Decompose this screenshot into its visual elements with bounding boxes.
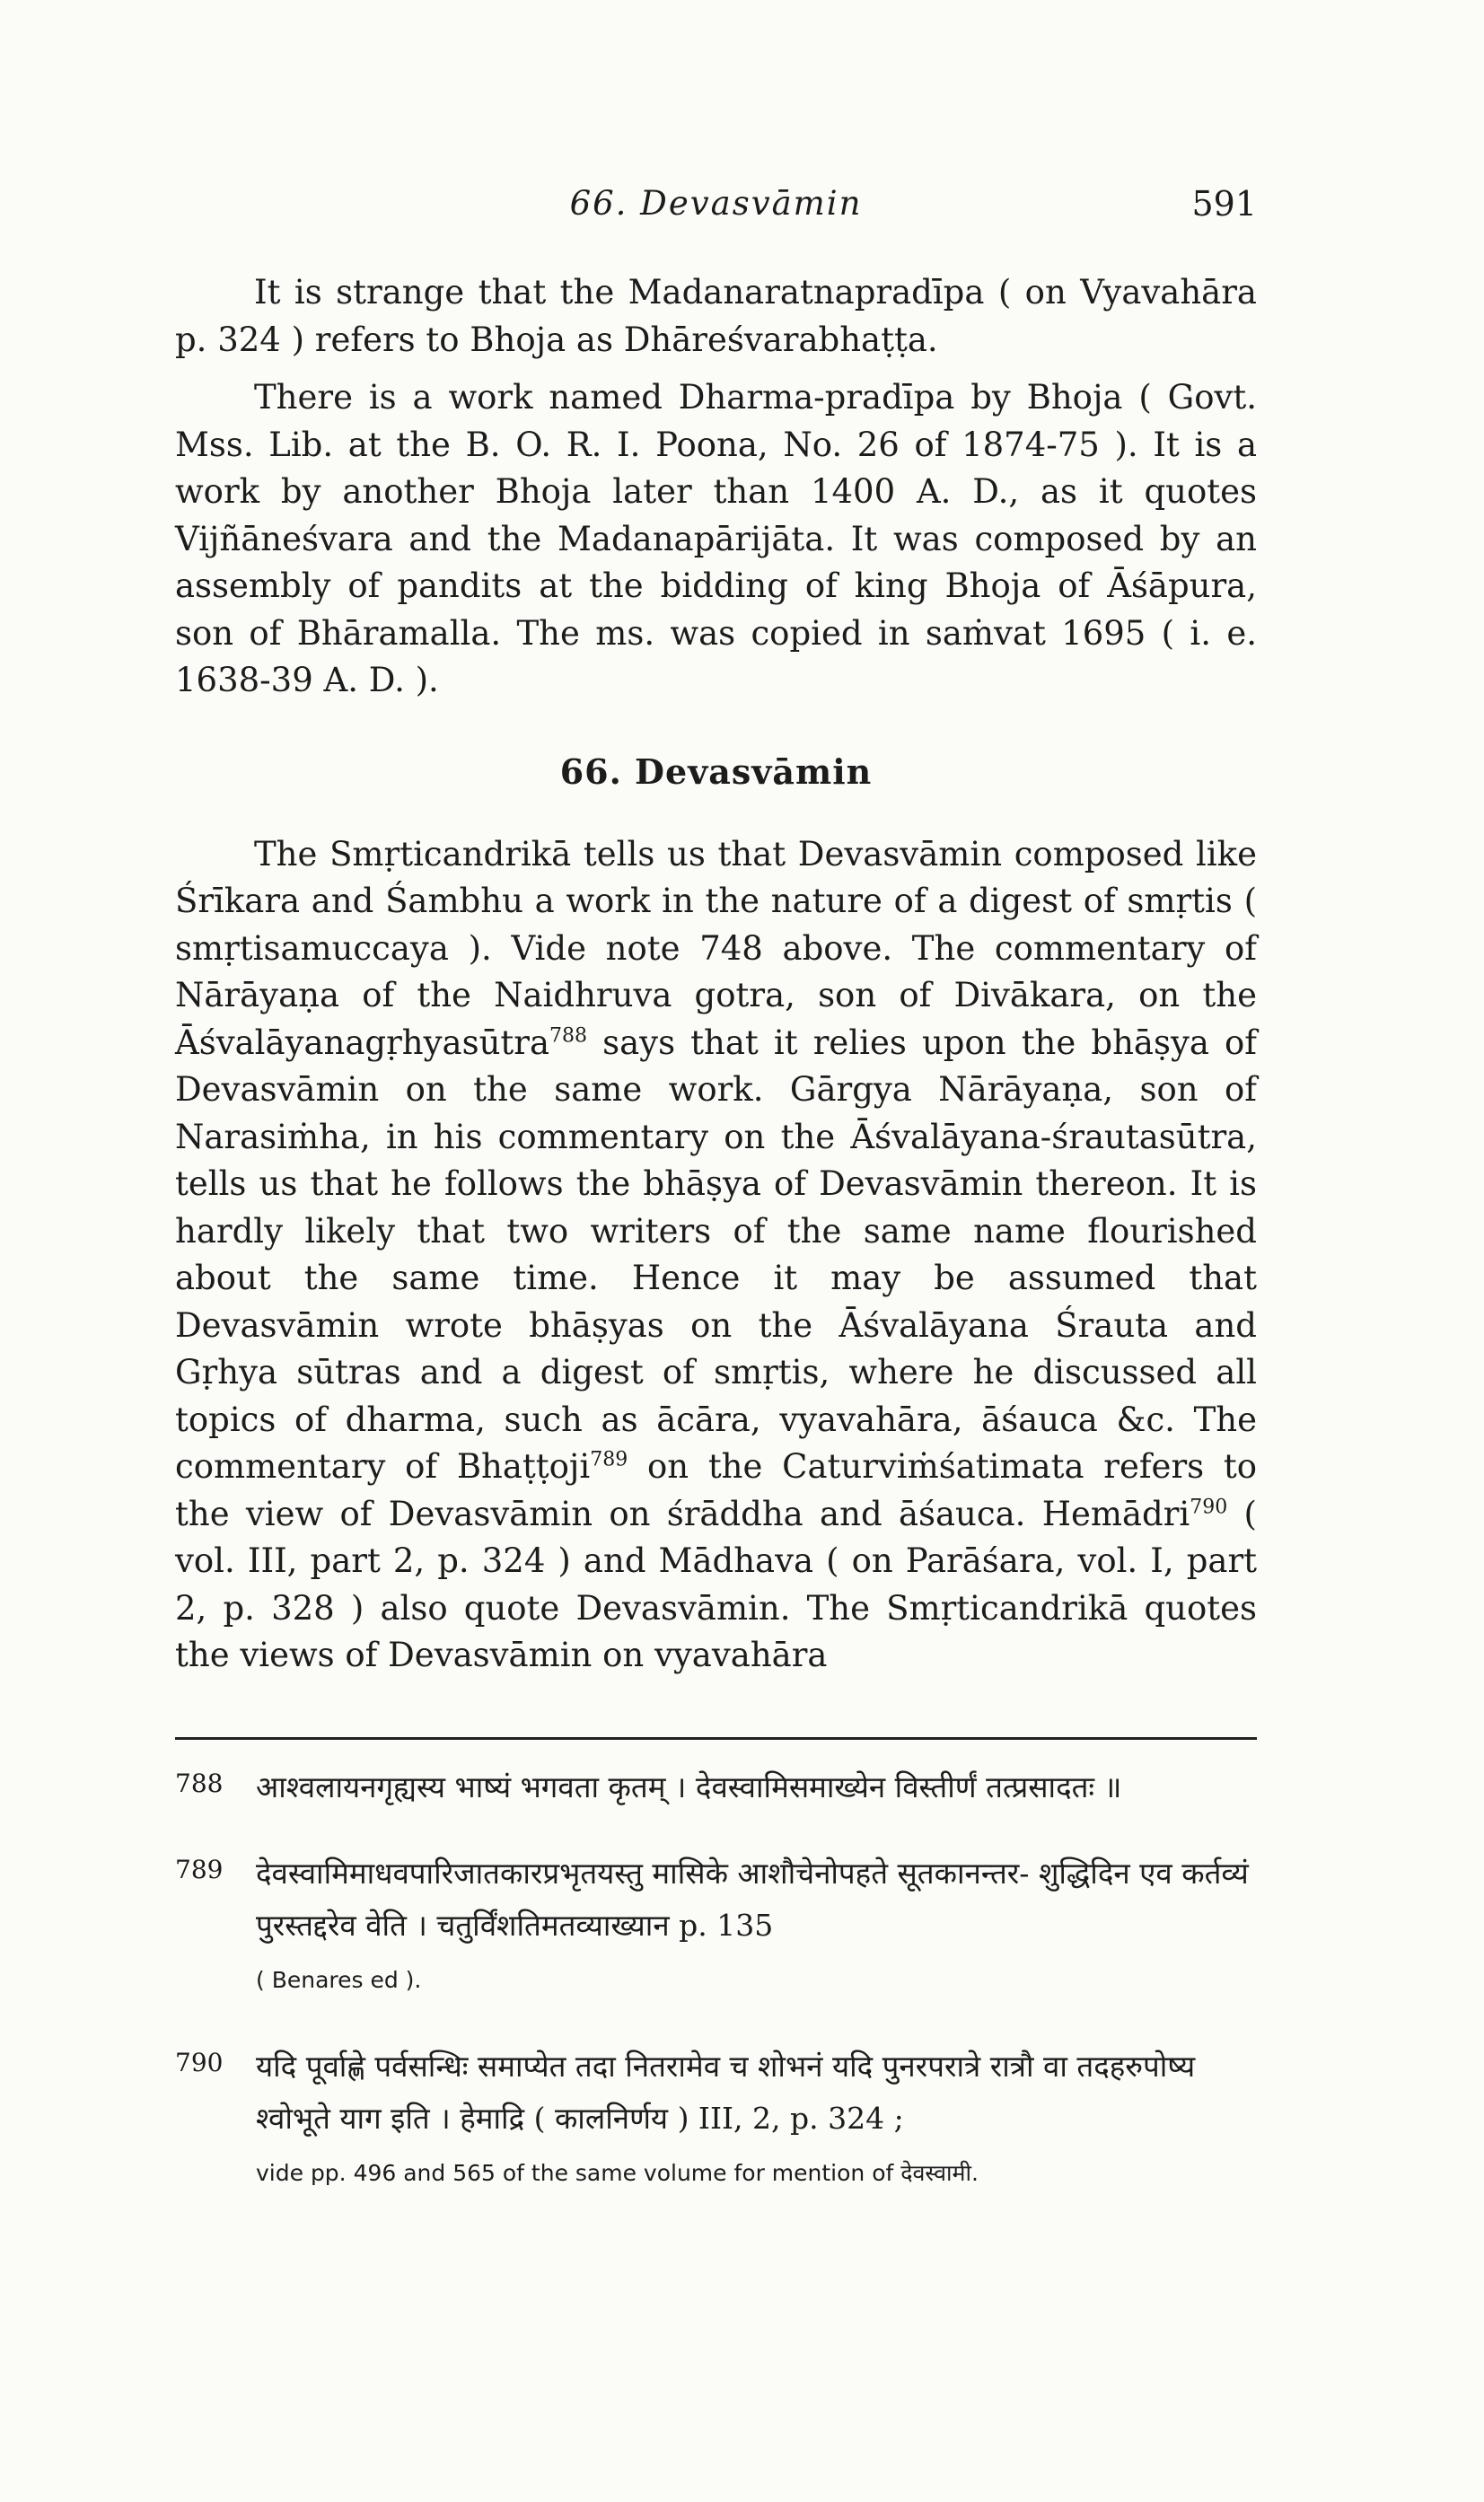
- footnote-number: 790: [175, 2048, 224, 2077]
- body-text: [175, 269, 1257, 1690]
- footnote-788: [175, 1761, 1257, 1813]
- footnote-note: ( Benares ed ).: [256, 1967, 422, 1993]
- footnotes: [175, 1761, 1257, 2234]
- paragraph-3: [175, 831, 1257, 1680]
- footnote-text: यदि पूर्वाह्णे पर्वसन्धिः समाप्येत तदा नितरामेव च शोभनं यदि पुनरपरात्रे रात्रौ वा तदहरुपोष्य श्वोभूते याग इति । हेमाद्रि ( कालनिर्णय ) III, 2, p. 324 ;: [256, 2049, 1196, 2136]
- footnote-number: 788: [175, 1769, 224, 1798]
- paragraph-1: It is strange that the Madanaratnapradīpa ( on Vyavahāra p. 324 ) refers to Bhoja as Dhāreśvarabhaṭṭa.: [175, 273, 1257, 359]
- paragraph-3-part-2: says that it relies upon the bhāṣya of Devasvāmin on the same work. Gārgya Nārāyaṇa, son of Narasiṁha, in his commentary on the Āśvalāyana-śrautasūtra, tells us that he follows the bhāṣya of Devasvāmin thereon. It is hardly likely that two writers of the same name flourished about the same time. Hence it may be assumed that Devasvāmin wrote bhāṣyas on the Āśvalāyana Śrauta and Gṛhya sūtras and a digest of smṛtis, where he discussed all topics of dharma, such as ācāra, vyavahāra, āśauca &c. The commentary of Bhaṭṭoji: [175, 1023, 1257, 1486]
- footnote-789: [175, 1848, 1257, 2006]
- footnote-text: आश्वलायनगृह्यस्य भाष्यं भगवता कृतम् । देवस्वामिसमाख्येन विस्तीर्णं तत्प्रसादतः ॥: [256, 1769, 1122, 1804]
- footnote-ref-788[interactable]: 788: [549, 1024, 588, 1048]
- footnote-ref-790[interactable]: 790: [1190, 1496, 1228, 1519]
- paragraph-3-part-4: ( vol. III, part 2, p. 324 ) and Mādhava ( on Parāśara, vol. I, part 2, p. 328 ) also quote Devasvāmin. The Smṛticandrikā quotes the views of Devasvāmin on vyavahāra: [175, 1494, 1257, 1674]
- page-header: [175, 184, 1257, 238]
- paragraph-3-part-1: The Smṛticandrikā tells us that Devasvāmin composed like Śrīkara and Śambhu a work in the nature of a digest of smṛtis ( smṛtisamuccaya ). Vide note 748 above. The commentary of Nārāyaṇa of the Naidhruva gotra, son of Divākara, on the Āśvalāyanagṛhyasūtra: [175, 834, 1257, 1062]
- footnote-number: 789: [175, 1855, 224, 1884]
- footnote-790: [175, 2041, 1257, 2199]
- page-number: 591: [1191, 184, 1257, 224]
- section-heading: 66. Devasvāmin: [559, 751, 873, 792]
- paragraph-2: There is a work named Dharma-pradīpa by Bhoja ( Govt. Mss. Lib. at the B. O. R. I. Poona, No. 26 of 1874-75 ). It is a work by another Bhoja later than 1400 A. D., as it quotes Vijñāneśvara and the Madanapārijāta. It was composed by an assembly of pandits at the bidding of king Bhoja of Āśāpura, son of Bhāramalla. The ms. was copied in saṁvat 1695 ( i. e. 1638-39 A. D. ).: [175, 378, 1257, 699]
- footnote-divider: [175, 1737, 1257, 1740]
- paragraph-3-part-3: on the Caturviṁśatimata refers to the view of Devasvāmin on śrāddha and āśauca. Hemādri: [175, 1447, 1257, 1533]
- footnote-ref-789[interactable]: 789: [590, 1448, 628, 1471]
- footnote-text: देवस्वामिमाधवपारिजातकारप्रभृतयस्तु मासिके आशौचेनोपहते सूतकानन्तर- शुद्धिदिन एव कर्तव्यं पुरस्तद्दरेव वेति । चतुर्विंशतिमतव्याख्यान p. 135: [256, 1856, 1249, 1943]
- footnote-note: vide pp. 496 and 565 of the same volume for mention of देवस्वामी.: [256, 2160, 979, 2186]
- running-head: 66. Devasvāmin: [569, 184, 863, 223]
